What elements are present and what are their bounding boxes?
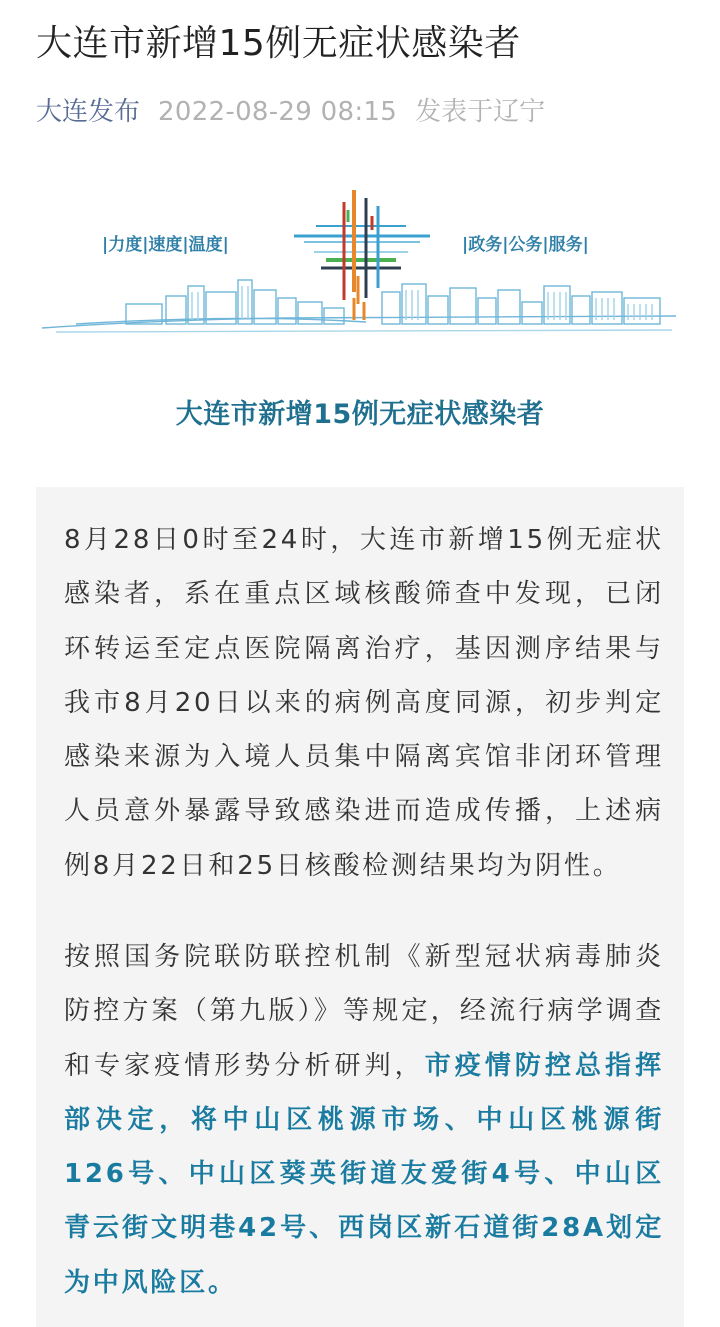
author-link[interactable]: 大连发布 — [36, 97, 141, 127]
right-slogan: |政务|公务|服务| — [462, 235, 589, 255]
publish-location: 发表于辽宁 — [415, 97, 546, 127]
article-title: 大连市新增15例无症状感染者 — [36, 23, 521, 64]
left-slogan: |力度|速度|温度| — [102, 235, 229, 255]
paragraph-2-emphasis: 市疫情防控总指挥部决定，将中山区桃源市场、中山区桃源街126号、中山区葵英街道友爱街4号、中山区青云街文明巷42号、西岗区新石道街28A划定为中风险区。 — [64, 1050, 664, 1298]
publish-date: 2022-08-29 08:15 — [158, 97, 398, 127]
dalian-logo-icon — [294, 190, 430, 304]
article-subtitle: 大连市新增15例无症状感染者 — [175, 399, 545, 430]
paragraph-1: 8月28日0时至24时，大连市新增15例无症状感染者，系在重点区域核酸筛查中发现，已闭环转运至定点医院隔离治疗，基因测序结果与我市8月20日以来的病例高度同源，初步判定感染来源为入境人员集中隔离宾馆非闭环管理人员意外暴露导致感染进而造成传播，上述病例8月22日和25日核酸检测结果均为阴性。 — [64, 525, 664, 881]
paragraph-2 — [64, 930, 664, 1310]
content-box — [36, 487, 684, 1327]
paragraph-2-text: 按照国务院联防联控机制《新型冠状病毒肺炎防控方案（第九版）》等规定，经流行病学调查和专家疫情形势分析研判， — [64, 942, 664, 1081]
header-banner — [36, 180, 684, 350]
article-meta — [36, 90, 545, 134]
